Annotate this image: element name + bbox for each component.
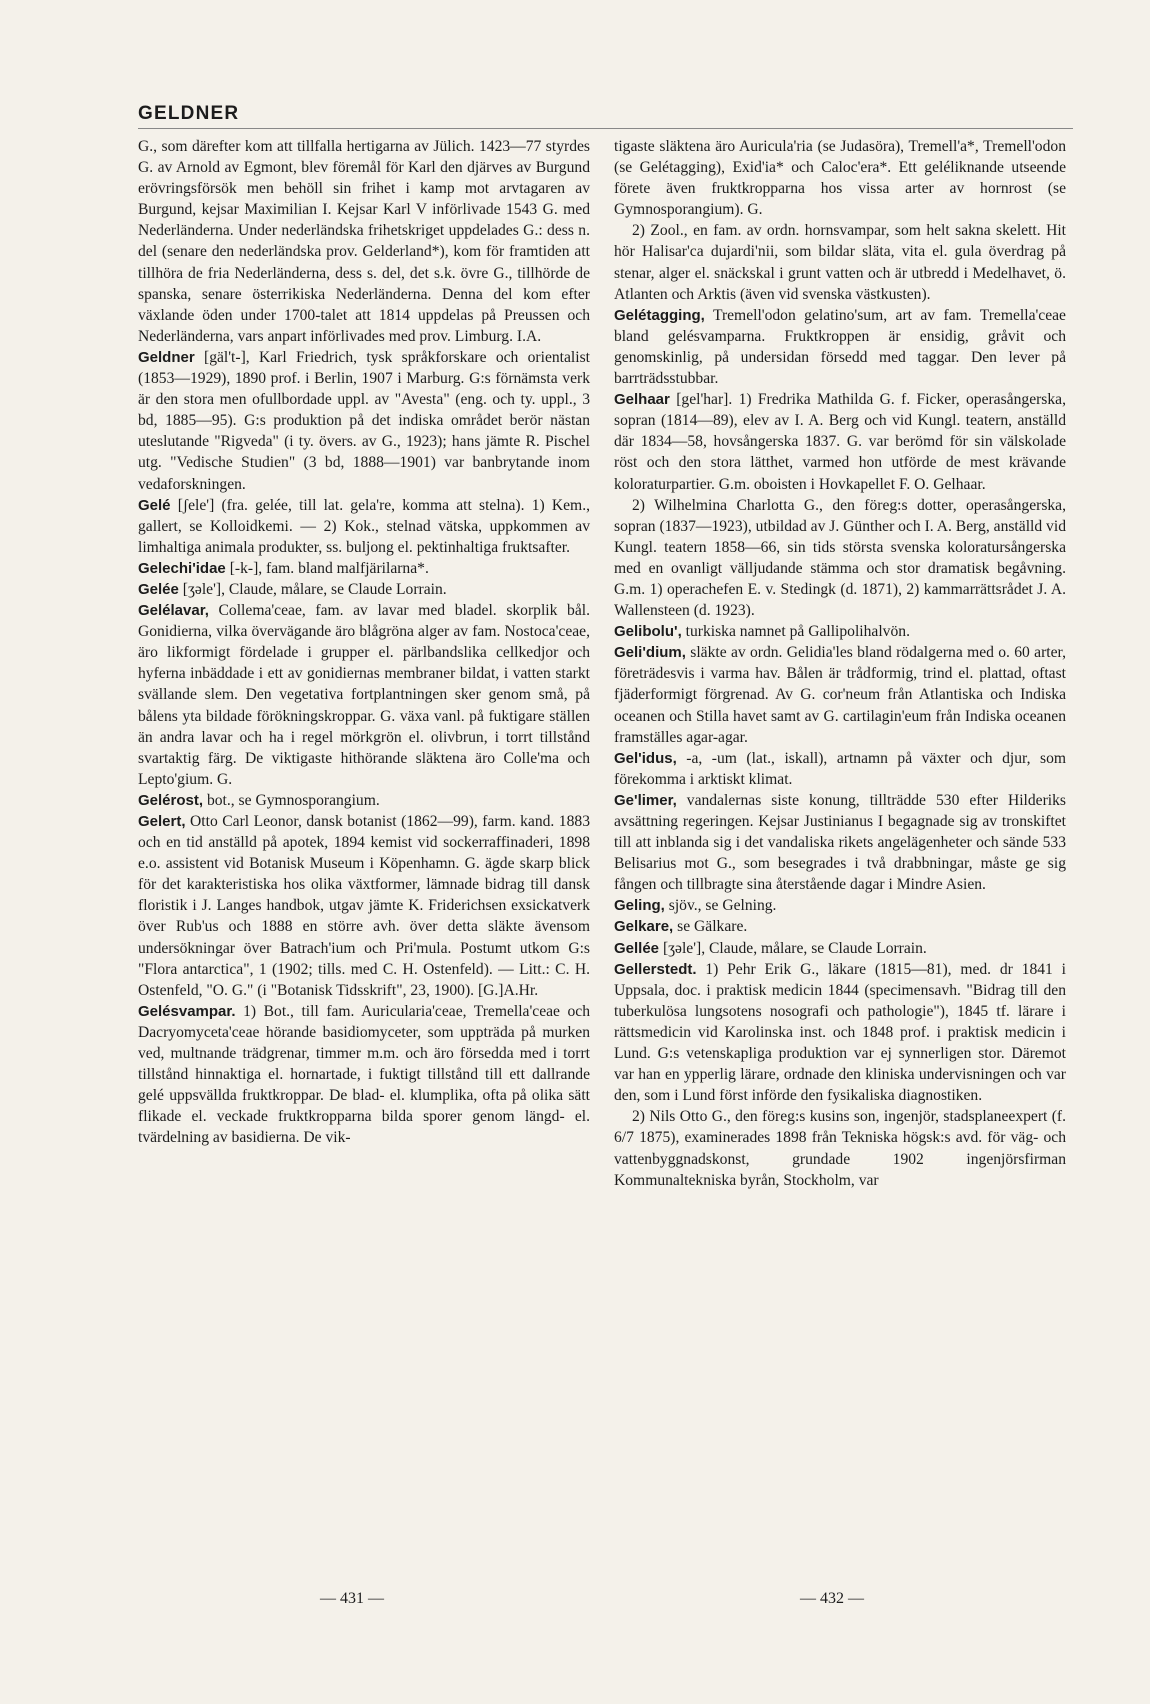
entry-headword: Gellée	[614, 939, 660, 957]
entry-headword: Geldner	[138, 348, 195, 366]
entry-headword: Geling,	[614, 897, 665, 915]
left-column-entry	[138, 136, 590, 347]
left-column-entry	[138, 347, 590, 495]
entry-headword: Gelérost,	[138, 791, 204, 809]
entry-text: sjöv., se Gelning.	[668, 897, 777, 915]
right-page-number: — 432 —	[800, 1590, 864, 1607]
entry-text: [-k-], fam. bland malfjärilarna*.	[229, 559, 429, 577]
left-column	[138, 136, 590, 1149]
entry-text: vandalernas siste konung, tillträdde 530 efter Hilderiks avsättning regeringen. Kejsar Justinianus I begagnade sig av tronskiftet till att inblanda sig i det vandaliska rikets angelägenheter och sände 533 Belisarius mot G., som besegrades i två drabbningar, måste ge sig fången och tillbragte sina återstående dagar i Mindre Asien.	[614, 791, 1066, 894]
left-page-number: — 431 —	[320, 1590, 384, 1607]
right-column-entry	[614, 220, 1066, 304]
right-column-entry	[614, 136, 1066, 220]
right-column-entry	[614, 621, 1066, 642]
left-column-entry	[138, 579, 590, 600]
entry-text: Tremell'odon gelatino'sum, art av fam. Tremella'ceae bland gelésvamparna. Fruktkroppen är ensidig, gråvit och genomskinlig, på undersidan försedd med taggar. Den lever på barrträdsstubbar.	[614, 306, 1066, 388]
entry-headword: Gelechi'idae	[138, 559, 226, 577]
left-column-entry	[138, 600, 590, 790]
right-column-entry	[614, 959, 1066, 1107]
entry-headword: Gelélavar,	[138, 602, 209, 620]
right-column-entry	[614, 938, 1066, 959]
entry-headword: Gelkare,	[614, 918, 674, 936]
entry-text: bot., se Gymnosporangium.	[206, 791, 380, 809]
entry-text: Otto Carl Leonor, dansk botanist (1862—99), farm. kand. 1883 och en tid anställd på apotek, 1894 kemist vid sockerraffinaderi, 1898 e.o. assistent vid Botanisk Museum i Köpenhamn. G. ägde skarp blick för det karakteristiska hos olika växtformer, lämnade bidrag till dansk floristik i J. Langes handbok, utgav jämte K. Friderichsen exsickatverk över Rub'us och 1888 en större avh. över detta släkte ävensom undersökningar över Batrach'ium och Pri'mula. Postumt utkom G:s "Flora antarctica", 1 (1902; tills. med C. H. Ostenfeld). — Litt.: C. H. Ostenfeld, "O. G." (i "Botanisk Tidsskrift", 23, 1900). [G.]A.Hr.	[138, 813, 590, 999]
entry-text: 2) Zool., en fam. av ordn. hornsvampar, som helt sakna skelett. Hit hör Halisar'ca dujardi'nii, som bildar släta, vita el. gula överdrag på stenar, alger el. snäckskal i grunt vatten och är utbredd i Medelhavet, ö. Atlanten och Arktis (även vid svenska västkusten).	[614, 222, 1066, 303]
entry-text: tigaste släktena äro Auricula'ria (se Judasöra), Tremell'a*, Tremell'odon (se Gelétagging), Exid'ia* och Caloc'era*. Ett geléliknande utseende förete även fruktkropparna hos vissa arter av hornrost (se Gymnosporangium). G.	[614, 138, 1066, 219]
left-column-entry	[138, 558, 590, 579]
right-column-entry	[614, 895, 1066, 916]
left-column-entry	[138, 495, 590, 558]
entry-headword: Ge'limer,	[614, 791, 677, 809]
entry-headword: Geli'dium,	[614, 644, 686, 662]
right-column-entry	[614, 389, 1066, 494]
entry-text: se Gälkare.	[677, 918, 748, 936]
right-column-entry	[614, 305, 1066, 389]
entry-headword: Gelert,	[138, 813, 186, 830]
left-column-entry	[138, 1001, 590, 1149]
entry-text: 1) Bot., till fam. Auricularia'ceae, Tremella'ceae och Dacryomyceta'ceae hörande basidiomyceter, som uppträda på murken ved, multnande trädgrenar, timmer m.m. och äro försedda med i torrt tillstånd hinnaktiga el. hornartade, i fuktigt tillstånd till ett dallrande gelé uppsvällda fruktkroppar. De blad- el. klumplika, ofta på olika sätt flikade el. veckade fruktkropparna bilda sporer genom längd- el. tvärdelning av basidierna. De vik-	[138, 1002, 591, 1147]
entry-text: släkte av ordn. Gelidia'les bland rödalgerna med o. 60 arter, företrädesvis i varma hav. Bålen är trådformig, trind el. plattad, oftast fjäderformigt förgrenad. Av G. cor'neum från Atlantiska och Indiska oceanen och Stilla havet samt av G. cartilagin'eum från Indiska oceanen framställes agar-agar.	[614, 644, 1066, 746]
entry-text: -a, -um (lat., iskall), artnamn på växter och djur, som förekomma i arktiskt klimat.	[614, 749, 1066, 788]
entry-text: 2) Nils Otto G., den föreg:s kusins son, ingenjör, stadsplaneexpert (f. 6/7 1875), examinerades 1898 från Tekniska högsk:s avd. för väg- och vattenbyggnadskonst, grundade 1902 ingenjörsfirman Kommunaltekniska byrån, Stockholm, var	[614, 1108, 1066, 1189]
right-column-entry	[614, 790, 1066, 895]
left-column-entry	[138, 790, 590, 811]
entry-text: Collema'ceae, fam. av lavar med bladel. skorplik bål. Gonidierna, vilka övervägande äro blågröna alger av fam. Nostoca'ceae, äro likformigt fördelade i grupper el. pärlbandslika cellkedjor och hyferna inbäddade i ett av gonidiernas membraner bildat, i vatten starkt svällande slem. Den vegetativa fortplantningen sker genom små, på bålens yta bildade förökningskroppar. G. växa vanl. på fuktigare ställen än andra lavar och ha i regel mörkgrön el. olivbrun, i torrt tillstånd svartaktig färg. De viktigaste hithörande släktena äro Colle'ma och Lepto'gium. G.	[138, 602, 590, 788]
entry-text: 1) Pehr Erik G., läkare (1815—81), med. dr 1841 i Uppsala, doc. i praktisk medicin 1844 (specimensavh. "Bidrag till den tuberkulösa lungsotens nosografi och pathologie"), 1845 tf. lärare i rättsmedicin vid Karolinska inst. och 1848 prof. i praktisk medicin i Lund. G:s vetenskapliga produktion var ej synnerligen stor. Däremot var han en ypperlig lärare, ordnade den kliniska undervisningen och var den, som i Lund först införde den fysikaliska diagnostiken.	[614, 960, 1066, 1105]
right-column-entry	[614, 642, 1066, 747]
right-column-entry	[614, 748, 1066, 790]
entry-text: [ʃele'] (fra. gelée, till lat. gela're, komma att stelna). 1) Kem., gallert, se Kolloidkemi. — 2) Kok., stelnad vätska, uppkommen av limhaltiga animala produkter, ss. buljong el. pektinhaltiga fruktsafter.	[138, 496, 590, 556]
right-column-entry	[614, 1106, 1066, 1190]
entry-text: 2) Wilhelmina Charlotta G., den föreg:s dotter, operasångerska, sopran (1837—1923), utbildad av J. Günther och I. A. Berg, anställd vid Kungl. teatern 1858—66, sin tids största svenska koloratursångerska med en ovanligt välljudande stämma och stor dramatisk begåvning. G.m. 1) operachefen E. v. Stedingk (d. 1871), 2) kammarrättsrådet J. A. Wallensteen (d. 1923).	[614, 496, 1066, 620]
entry-text: [ʒəle'], Claude, målare, se Claude Lorrain.	[182, 580, 447, 598]
entry-headword: Gelibolu',	[614, 623, 682, 641]
entry-headword: Gellerstedt.	[614, 960, 697, 978]
entry-text: [gel'har]. 1) Fredrika Mathilda G. f. Ficker, operasångerska, sopran (1814—89), elev av I. A. Berg och vid Kungl. teatern, anställd där 1834—58, hovsångerska 1837. G. var berömd för sin välskolade röst och den stora lätthet, varmed hon utförde de mest krävande koloraturpartier. G.m. oboisten i Hovkapellet F. O. Gelhaar.	[614, 391, 1066, 493]
right-column-entry	[614, 495, 1066, 622]
entry-text: G., som därefter kom att tillfalla hertigarna av Jülich. 1423—77 styrdes G. av Arnold av Egmont, blev föremål för Karl den djärves av Burgund erövringsförsök men behöll sin frihet i kamp mot arvtagaren av Burgund, kejsar Maximilian I. Kejsar Karl V införlivade 1543 G. med Nederländerna. Under nederländska frihetskriget uppdelades G.: dess n. del (senare den nederländska prov. Gelderland*), kom för framtiden att tillhöra de fria Nederländerna, dess s. del, det s.k. övre G., tillhörde de spanska, senare österrikiska Nederländerna. Denna del kom efter växlande öden under 1700-talet att 1814 uppdelas på Preussen och Nederländerna, vars anpart införlivades med prov. Limburg. I.A.	[138, 138, 590, 345]
running-head: GELDNER	[138, 103, 240, 124]
entry-headword: Gelée	[138, 580, 179, 598]
entry-text: turkiska namnet på Gallipolihalvön.	[685, 623, 910, 641]
header-rule	[138, 128, 1073, 129]
entry-headword: Gelé	[138, 496, 171, 514]
entry-headword: Gelésvampar.	[138, 1002, 236, 1020]
right-column-entry	[614, 916, 1066, 937]
entry-headword: Gelétagging,	[614, 306, 705, 324]
entry-text: [ʒəle'], Claude, målare, se Claude Lorrain.	[662, 939, 927, 957]
right-column	[614, 136, 1066, 1191]
entry-headword: Gelhaar	[614, 391, 670, 409]
left-column-entry	[138, 811, 590, 1001]
entry-text: [gäl't-], Karl Friedrich, tysk språkforskare och orientalist (1853—1929), 1890 prof. i Berlin, 1907 i Marburg. G:s förnämsta verk är den stora men ofullbordade uppl. av "Avesta" (eng. och ty. uppl., 3 bd, 1885—95). G:s produktion på det indiska området berör nästan uteslutande "Rigveda" (i ty. övers. av G., 1923); hans jämte R. Pischel utg. "Vedische Studien" (3 bd, 1888—1901) var banbrytande inom vedaforskningen.	[138, 348, 590, 493]
entry-headword: Gel'idus,	[614, 749, 677, 767]
